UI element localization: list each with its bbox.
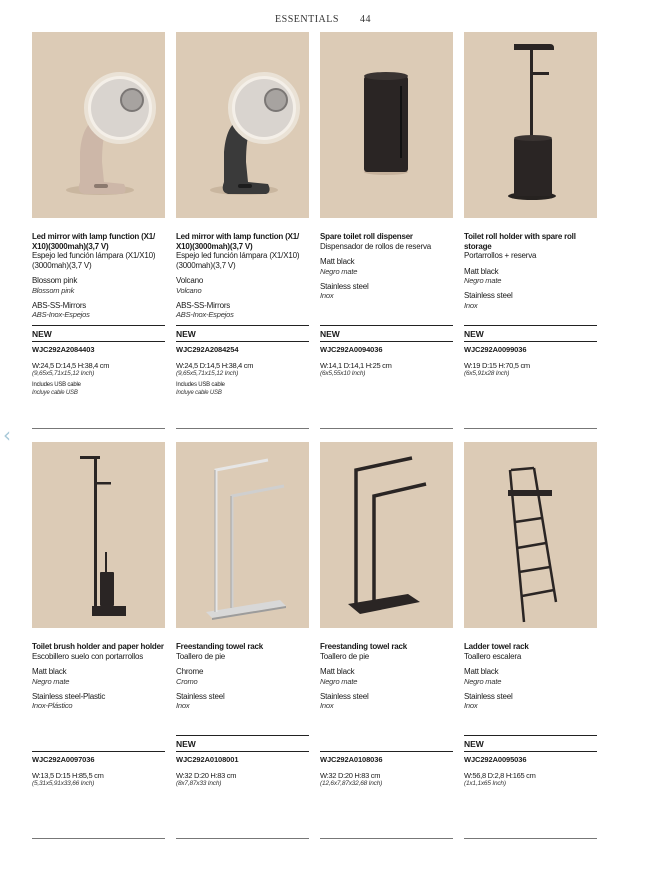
finish-name: Matt black xyxy=(320,667,355,676)
note-es: Incluye cable USB xyxy=(32,389,78,396)
product-photo xyxy=(464,442,597,628)
product-dimensions: W:56,8 D:2,8 H:165 cm xyxy=(464,771,536,780)
product-photo xyxy=(32,442,165,628)
product-meta xyxy=(464,325,597,377)
product-dimensions: W:24,5 D:14,5 H:38,4 cm xyxy=(176,361,254,370)
finish-name-es: Cromo xyxy=(176,676,198,686)
product-title: Freestanding towel rack xyxy=(320,642,407,651)
product-photo xyxy=(32,32,165,218)
finish-name-es: Inox-Plástico xyxy=(32,701,73,710)
finish-name: Matt black xyxy=(464,266,499,276)
product-title: Spare toilet roll dispenser xyxy=(320,232,413,241)
product-dimensions-inch: (6x5,55x10 Inch) xyxy=(320,370,366,377)
product-dimensions-inch: (9,65x5,71x15,12 Inch) xyxy=(176,370,239,377)
note-en: Includes USB cable xyxy=(176,382,225,388)
finish-name: Matt black xyxy=(320,257,355,266)
finish-name: Stainless steel xyxy=(464,691,513,701)
product-title-es: Espejo led función lámpara (X1/X10) (3000mah)(3,7 V) xyxy=(176,251,300,270)
product-title-es: Dispensador de rollos de reserva xyxy=(320,241,431,251)
finish-name-es: Inox xyxy=(320,701,334,710)
product-dimensions: W:13,5 D:15 H:85,5 cm xyxy=(32,771,104,780)
product-meta xyxy=(32,325,165,397)
finish-name-es: Negro mate xyxy=(32,676,70,686)
product-title-es: Toallero escalera xyxy=(464,651,522,661)
new-badge: NEW xyxy=(176,329,196,339)
product-meta xyxy=(32,735,165,787)
product-note xyxy=(176,382,309,397)
finish-name-es: Negro mate xyxy=(320,676,358,686)
finish xyxy=(320,667,453,686)
finish xyxy=(464,267,597,286)
product-title: Toilet brush holder and paper holder xyxy=(32,642,164,651)
product-meta xyxy=(464,735,597,787)
product-card xyxy=(176,32,309,396)
section-title: ESSENTIALS xyxy=(275,14,339,25)
finish xyxy=(32,667,165,686)
product-dimensions-inch: (5,31x5,91x33,66 Inch) xyxy=(32,780,95,787)
finish xyxy=(32,692,165,711)
product-card xyxy=(464,442,597,787)
finish xyxy=(176,667,309,686)
finish-name-es: Inox xyxy=(320,291,334,300)
product-title-es: Toallero de pie xyxy=(320,651,370,661)
product-card xyxy=(464,32,597,377)
finish-name: Stainless steel xyxy=(176,691,225,701)
finish-name: Stainless steel xyxy=(320,281,369,291)
product-code: WJC292A0108036 xyxy=(320,755,383,764)
product-title: Led mirror with lamp function (X1/ X10)(3000mah)(3,7 V) xyxy=(32,232,155,251)
product-dimensions: W:24,5 D:14,5 H:38,4 cm xyxy=(32,361,110,370)
product-code: WJC292A0094036 xyxy=(320,345,383,354)
product-meta xyxy=(320,325,453,377)
product-dimensions-inch: (9,65x5,71x15,12 Inch) xyxy=(32,370,95,377)
product-dimensions: W:14,1 D:14,1 H:25 cm xyxy=(320,361,392,370)
product-title-es: Portarrollos + reserva xyxy=(464,251,537,260)
product-code: WJC292A0099036 xyxy=(464,345,527,354)
new-badge: NEW xyxy=(464,739,484,749)
finish-name: Blossom pink xyxy=(32,276,78,285)
product-card xyxy=(176,442,309,787)
product-meta xyxy=(176,325,309,397)
finish-name: Stainless steel xyxy=(320,691,369,701)
product-dimensions-inch: (1x1,1x65 Inch) xyxy=(464,780,506,787)
product-dimensions-inch: (8x7,87x33 Inch) xyxy=(176,780,222,787)
finish xyxy=(32,276,165,295)
finish xyxy=(464,667,597,686)
product-photo xyxy=(176,442,309,628)
finish xyxy=(176,692,309,711)
product-photo xyxy=(176,32,309,218)
product-code: WJC292A0097036 xyxy=(32,755,95,764)
product-title-es: Toallero de pie xyxy=(176,651,226,661)
page-header xyxy=(0,14,646,25)
product-code: WJC292A0108001 xyxy=(176,755,239,764)
product-dimensions: W:32 D:20 H:83 cm xyxy=(176,771,237,780)
finish-name-es: ABS-Inox-Espejos xyxy=(32,310,90,319)
finish-name-es: ABS-Inox-Espejos xyxy=(176,310,234,319)
product-code: WJC292A2084403 xyxy=(32,345,95,354)
finish xyxy=(176,301,309,320)
new-badge: NEW xyxy=(32,329,52,339)
finish-name-es: Negro mate xyxy=(320,266,358,276)
product-photo xyxy=(320,442,453,628)
product-dimensions: W:19 D:15 H:70,5 cm xyxy=(464,361,530,370)
product-title: Led mirror with lamp function (X1/ X10)(3000mah)(3,7 V) xyxy=(176,232,299,251)
product-card xyxy=(320,32,453,377)
page-number: 44 xyxy=(359,14,371,25)
finish xyxy=(320,257,453,276)
product-meta xyxy=(320,735,453,787)
finish-name-es: Blossom pink xyxy=(32,285,75,295)
finish-name: ABS-SS-Mirrors xyxy=(176,300,231,310)
finish-name: Stainless steel-Plastic xyxy=(32,691,106,701)
finish xyxy=(464,291,597,310)
new-badge: NEW xyxy=(320,329,340,339)
finish-name-es: Inox xyxy=(176,701,190,710)
product-dimensions-inch: (6x5,91x28 Inch) xyxy=(464,370,510,377)
finish-name-es: Volcano xyxy=(176,285,202,295)
product-title: Ladder towel rack xyxy=(464,642,529,651)
finish-name: Chrome xyxy=(176,667,204,676)
finish-name: Matt black xyxy=(32,667,67,676)
product-title: Toilet roll holder with spare roll storage xyxy=(464,232,576,251)
finish xyxy=(176,276,309,295)
product-card xyxy=(320,442,453,787)
product-dimensions-inch: (12,6x7,87x32,68 Inch) xyxy=(320,780,383,787)
finish-name-es: Negro mate xyxy=(464,676,502,686)
finish xyxy=(320,282,453,301)
finish-name: Stainless steel xyxy=(464,291,513,300)
new-badge: NEW xyxy=(464,329,484,339)
new-badge: NEW xyxy=(176,739,196,749)
product-note xyxy=(32,382,165,397)
product-meta xyxy=(176,735,309,787)
finish xyxy=(32,301,165,320)
product-photo xyxy=(320,32,453,218)
product-code: WJC292A0095036 xyxy=(464,755,527,764)
product-dimensions: W:32 D:20 H:83 cm xyxy=(320,771,381,780)
finish-name: ABS-SS-Mirrors xyxy=(32,300,87,310)
product-title-es: Escobillero suelo con portarrollos xyxy=(32,651,144,661)
finish-name-es: Negro mate xyxy=(464,276,502,285)
chevron-left-icon[interactable]: ‹ xyxy=(3,423,11,447)
finish-name-es: Inox xyxy=(464,300,478,310)
product-photo xyxy=(464,32,597,218)
product-card xyxy=(32,32,165,396)
finish-name: Volcano xyxy=(176,276,204,285)
finish-name-es: Inox xyxy=(464,701,478,710)
finish xyxy=(320,692,453,711)
product-code: WJC292A2084254 xyxy=(176,345,239,354)
product-title: Freestanding towel rack xyxy=(176,642,263,651)
product-title-es: Espejo led función lámpara (X1/X10) (3000mah)(3,7 V) xyxy=(32,251,156,270)
note-en: Includes USB cable xyxy=(32,382,81,388)
note-es: Incluye cable USB xyxy=(176,389,222,396)
product-card xyxy=(32,442,165,787)
finish xyxy=(464,692,597,711)
finish-name: Matt black xyxy=(464,667,499,676)
